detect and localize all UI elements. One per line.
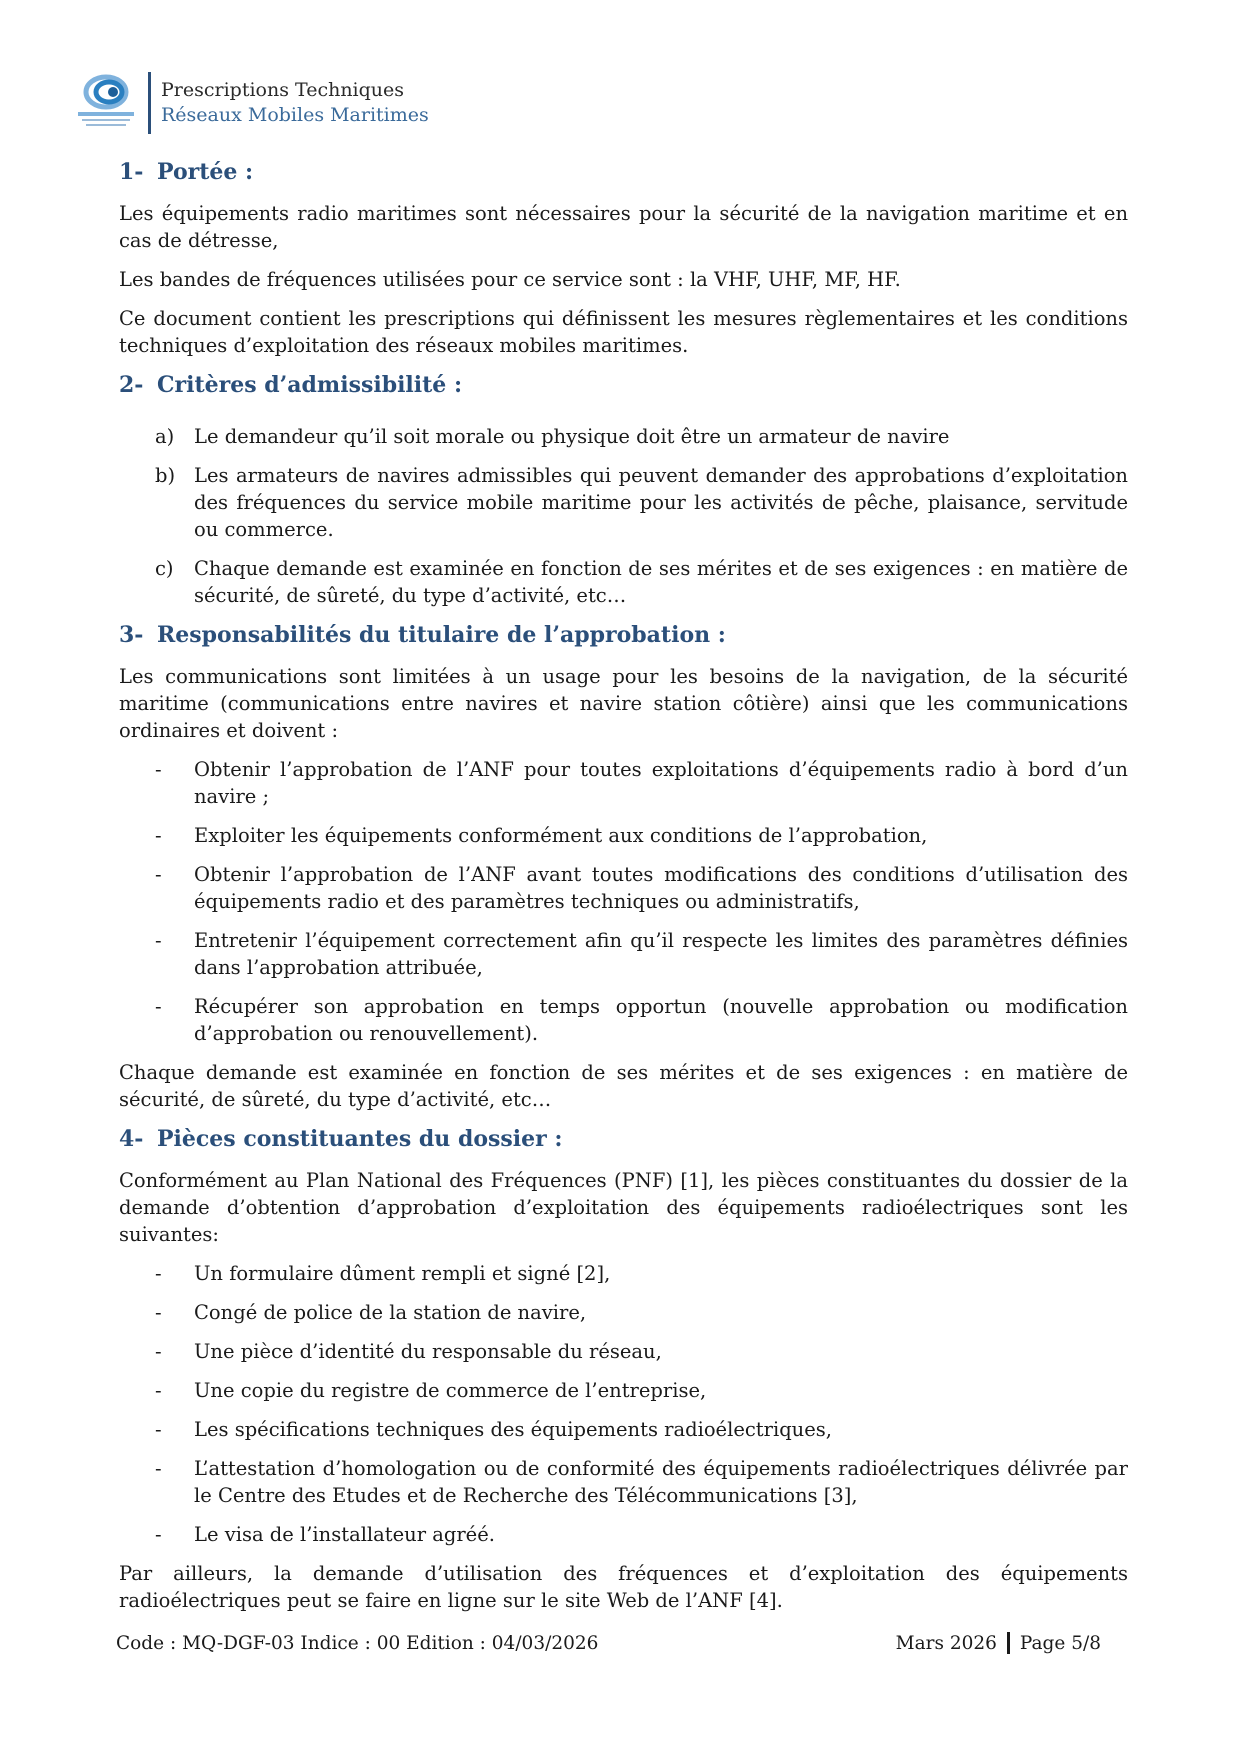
list-item-text: Un formulaire dûment rempli et signé [2], — [194, 1262, 611, 1285]
paragraph: Chaque demande est examinée en fonction de ses mérites et de ses exigences : en matière de sécurité, de sûreté, du type d’activité, etc… — [119, 1061, 1128, 1111]
list-item — [119, 822, 1128, 849]
list-marker: - — [155, 824, 162, 847]
list-item-text: Une pièce d’identité du responsable du réseau, — [194, 1340, 662, 1363]
list-item-text: Le visa de l’installateur agréé. — [194, 1523, 495, 1546]
footer-right — [896, 1632, 1101, 1654]
list-item-text: Une copie du registre de commerce de l’entreprise, — [194, 1379, 707, 1402]
list-marker: - — [155, 1262, 162, 1285]
list-marker: - — [155, 1457, 162, 1480]
list-marker: - — [155, 1379, 162, 1402]
list-item — [119, 861, 1128, 915]
list-item-text: Obtenir l’approbation de l’ANF pour toutes exploitations d’équipements radio à bord d’un navire ; — [194, 758, 1128, 808]
list-item — [119, 993, 1128, 1047]
documents-list — [119, 1260, 1128, 1548]
anf-logo-icon — [72, 72, 140, 134]
list-marker: - — [155, 758, 162, 781]
footer-separator — [1007, 1632, 1010, 1654]
list-item-text: Exploiter les équipements conformément aux conditions de l’approbation, — [194, 824, 928, 847]
document-body — [119, 158, 1128, 1626]
page-header — [72, 72, 429, 134]
section-number: 2- — [119, 372, 144, 398]
list-marker: b) — [155, 464, 176, 487]
paragraph: Par ailleurs, la demande d’utilisation des fréquences et d’exploitation des équipements radioélectriques peut se faire en ligne sur le site Web de l’ANF [4]. — [119, 1562, 1128, 1612]
list-item — [119, 555, 1128, 609]
list-item — [119, 1338, 1128, 1365]
list-item — [119, 1455, 1128, 1509]
footer-date: Mars 2026 — [895, 1632, 997, 1654]
list-item — [119, 1416, 1128, 1443]
section-heading: Pièces constituantes du dossier : — [157, 1126, 563, 1152]
list-item — [119, 462, 1128, 543]
criteria-list — [119, 423, 1128, 609]
list-marker: - — [155, 863, 162, 886]
list-marker: c) — [155, 557, 174, 580]
list-marker: - — [155, 1418, 162, 1441]
header-text — [161, 78, 429, 128]
list-marker: - — [155, 1301, 162, 1324]
paragraph: Les bandes de fréquences utilisées pour ce service sont : la VHF, UHF, MF, HF. — [119, 268, 901, 291]
section-number: 3- — [119, 622, 144, 648]
list-item — [119, 756, 1128, 810]
page-number: Page 5/8 — [1019, 1632, 1101, 1654]
section-heading: Critères d’admissibilité : — [157, 372, 463, 398]
section-1-title — [119, 158, 1128, 186]
paragraph: Ce document contient les prescriptions qui définissent les mesures règlementaires et les conditions techniques d’exploitation des réseaux mobiles maritimes. — [119, 307, 1128, 357]
list-marker: - — [155, 1340, 162, 1363]
page-footer — [116, 1632, 1101, 1654]
list-item — [119, 1260, 1128, 1287]
list-item-text: Congé de police de la station de navire, — [194, 1301, 587, 1324]
responsibilities-list — [119, 756, 1128, 1047]
document-code: Code : MQ-DGF-03 Indice : 00 Edition : 04/03/2026 — [116, 1632, 599, 1654]
paragraph: Les équipements radio maritimes sont nécessaires pour la sécurité de la navigation maritime et en cas de détresse, — [119, 202, 1128, 252]
section-3-title — [119, 621, 1128, 649]
section-4-title — [119, 1125, 1128, 1153]
list-item — [119, 1299, 1128, 1326]
list-item-text: Le demandeur qu’il soit morale ou physique doit être un armateur de navire — [194, 425, 950, 448]
list-marker: - — [155, 995, 162, 1018]
list-item-text: Récupérer son approbation en temps opportun (nouvelle approbation ou modification d’approbation ou renouvellement). — [194, 995, 1128, 1045]
paragraph: Conformément au Plan National des Fréquences (PNF) [1], les pièces constituantes du dossier de la demande d’obtention d’approbation d’exploitation des équipements radioélectriques sont les suivantes: — [119, 1169, 1128, 1246]
section-number: 4- — [119, 1126, 144, 1152]
header-subtitle: Réseaux Mobiles Maritimes — [161, 104, 429, 126]
list-item-text: Les armateurs de navires admissibles qui peuvent demander des approbations d’exploitation des fréquences du service mobile maritime pour les activités de pêche, plaisance, servitude ou commerce. — [194, 464, 1128, 541]
list-item-text: Entretenir l’équipement correctement afin qu’il respecte les limites des paramètres définies dans l’approbation attribuée, — [194, 929, 1128, 979]
list-item-text: L’attestation d’homologation ou de conformité des équipements radioélectriques délivrée par le Centre des Etudes et de Recherche des Télécommunications [3], — [194, 1457, 1128, 1507]
section-heading: Responsabilités du titulaire de l’approbation : — [157, 622, 726, 648]
section-heading: Portée : — [157, 159, 254, 185]
list-item-text: Les spécifications techniques des équipements radioélectriques, — [194, 1418, 832, 1441]
section-number: 1- — [119, 159, 144, 185]
list-marker: - — [155, 1523, 162, 1546]
list-item — [119, 1521, 1128, 1548]
header-title: Prescriptions Techniques — [161, 79, 405, 101]
list-item — [119, 1377, 1128, 1404]
list-marker: - — [155, 929, 162, 952]
list-item — [119, 927, 1128, 981]
list-marker: a) — [155, 425, 175, 448]
paragraph: Les communications sont limitées à un usage pour les besoins de la navigation, de la sécurité maritime (communications entre navires et navire station côtière) ainsi que les communications ordinaires et doivent : — [119, 665, 1128, 742]
list-item-text: Obtenir l’approbation de l’ANF avant toutes modifications des conditions d’utilisation des équipements radio et des paramètres techniques ou administratifs, — [194, 863, 1128, 913]
list-item-text: Chaque demande est examinée en fonction de ses mérites et de ses exigences : en matière de sécurité, de sûreté, du type d’activité, etc… — [194, 557, 1128, 607]
section-2-title — [119, 371, 1128, 399]
header-divider — [148, 72, 151, 134]
anf-logo — [72, 72, 140, 134]
list-item — [119, 423, 1128, 450]
